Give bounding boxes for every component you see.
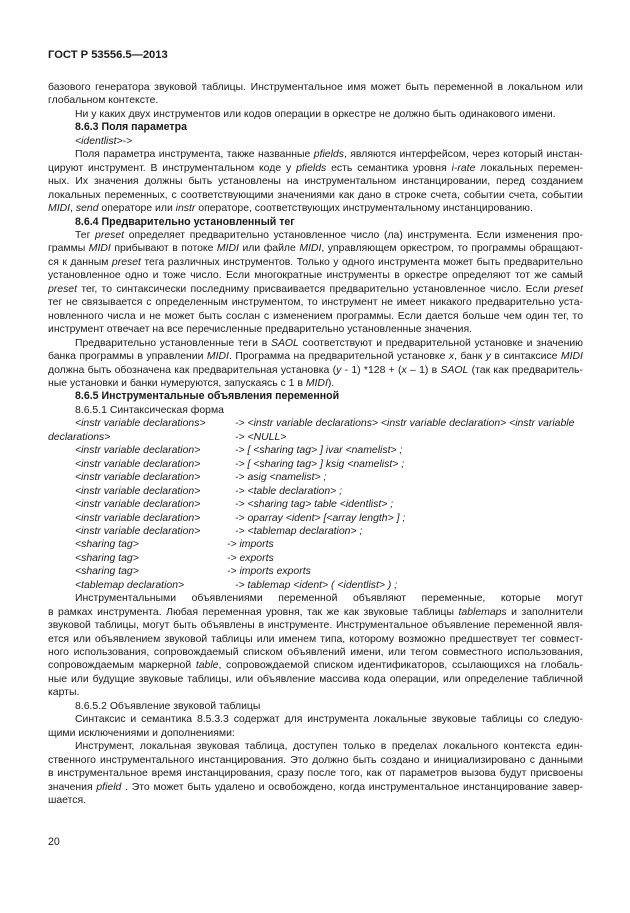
grammar-lhs: <instr variable declaration> [75, 499, 201, 511]
italic-term: preset [553, 283, 583, 295]
text-run: ). [327, 377, 335, 389]
text-run: ных. Их значения должны быть установлены на инструментальном инстанцировании, перед созданием [48, 176, 583, 188]
text-line [48, 727, 583, 740]
grammar-rhs: -> tablemap <ident> ( <identlist> ) ; [235, 579, 398, 591]
italic-term: SAOL [270, 337, 299, 349]
text-run: карты. [48, 687, 80, 699]
section-heading [48, 216, 583, 229]
text-run: 8.6.5.1 Синтаксическая форма [75, 404, 224, 416]
italic-term: tablemaps [458, 606, 507, 618]
grammar-rhs: -> imports [227, 539, 274, 551]
grammar-rule [48, 444, 583, 457]
grammar-rule [48, 579, 583, 592]
grammar-rhs: -> exports [227, 552, 274, 564]
italic-term: SAOL [440, 364, 469, 376]
text-line [48, 310, 583, 323]
text-line [48, 767, 583, 780]
text-run: Поля параметра инструмента, также названные [75, 149, 314, 161]
italic-term: MIDI [88, 243, 111, 255]
text-line [48, 700, 583, 713]
italic-term: MIDI [216, 243, 239, 255]
text-run: - 1) *128 + ( [341, 364, 402, 376]
text-run: тега различных инструментов. Только у одного инструмента может быть предварительно [140, 256, 583, 268]
grammar-rule [48, 431, 583, 444]
text-run: Синтаксис и семантика 8.5.3.3 содержат для инструмента локальные звуковые таблицы со следую- [75, 714, 583, 726]
text-line [48, 337, 583, 350]
italic-term: x [401, 364, 407, 376]
text-run: в рамках инструмента. Любая переменная уровня, так же как звуковые таблицы [48, 606, 459, 618]
text-run: прибывают в потоке [110, 243, 217, 255]
italic-term: x [448, 351, 455, 363]
text-run: ся к данным [48, 256, 112, 268]
grammar-rhs: -> <NULL> [235, 431, 287, 443]
text-run: тег не связывается с определенным инструментом, то инструмент не имеет никакого предварительно уста- [48, 297, 583, 309]
text-run: звуковой таблицы, могут быть объявлены в инструменте. Инструментальное объявление переменной явля- [48, 620, 583, 632]
text-line [48, 94, 583, 107]
grammar-rule [48, 498, 583, 511]
grammar-rule [48, 471, 583, 484]
text-line [48, 242, 583, 255]
text-run: есть семантика уровня [326, 162, 452, 174]
text-run: ется или объявлением звуковой таблицы или именем типа, которому возможно предшествует тег совмест- [48, 633, 583, 645]
italic-term: y [485, 351, 491, 363]
text-line [48, 175, 583, 188]
text-run: щими исключениями и дополнениями: [48, 727, 235, 739]
grammar-rule [48, 512, 583, 525]
text-line [48, 713, 583, 726]
text-line [48, 404, 583, 417]
italic-term: i-rate [451, 162, 476, 174]
italic-term: <identlist>-> [75, 135, 133, 147]
text-line [48, 135, 583, 148]
text-line [48, 794, 583, 807]
italic-term: y [336, 364, 342, 376]
text-run: , банк [454, 351, 486, 363]
grammar-lhs: <instr variable declarations> [75, 418, 206, 430]
text-run: (так как предваритель- [468, 364, 583, 376]
italic-term: send [75, 203, 99, 215]
text-run: , управляющем оркестром, то программы обращают- [321, 243, 583, 255]
grammar-rule [48, 525, 583, 538]
text-line [48, 296, 583, 309]
italic-term: preset [95, 229, 125, 241]
document-body [48, 81, 583, 807]
text-line [48, 606, 583, 619]
text-run: соответствуют и предварительной установке и значению [298, 337, 583, 349]
grammar-rule [48, 417, 583, 430]
text-line [48, 283, 583, 296]
text-run: 8.6.4 Предварительно установленный тег [75, 215, 295, 228]
grammar-rhs: -> asig <namelist> ; [235, 472, 327, 484]
grammar-lhs: <sharing tag> [75, 539, 139, 551]
grammar-lhs: declarations> [48, 431, 111, 443]
grammar-lhs: <instr variable declaration> [75, 445, 201, 457]
text-run: установленное одно и тоже число. Если многократные инструменты в оркестре определяют тот же самый [48, 270, 583, 282]
text-run: граммы [48, 243, 89, 255]
grammar-lhs: <instr variable declaration> [75, 472, 201, 484]
text-line [48, 619, 583, 632]
grammar-rhs: -> <sharing tag> table <identlist> ; [235, 499, 394, 511]
italic-term: MIDI [299, 243, 322, 255]
grammar-lhs: <tablemap declaration> [75, 579, 185, 591]
grammar-rule [48, 538, 583, 551]
text-run: 8.6.3 Поля параметра [75, 121, 187, 134]
text-line [48, 269, 583, 282]
text-run: шается. [48, 795, 87, 807]
text-line [48, 633, 583, 646]
text-line [48, 646, 583, 659]
text-line [48, 81, 583, 94]
text-run: . Это может быть удалено и освобождено, когда инструментальное инстанцирование завер- [121, 781, 583, 793]
text-run: тег, то синтаксически последниму присваивается предварительно установленное число. Если [77, 283, 554, 295]
grammar-rule [48, 458, 583, 471]
text-line [48, 108, 583, 121]
text-run: локальных перемен- [475, 162, 583, 174]
text-run: значения [48, 781, 97, 793]
italic-term: preset [48, 283, 78, 295]
grammar-rhs: -> <tablemap declaration> ; [235, 525, 363, 537]
grammar-rhs: -> [ <sharing tag> ] ksig <namelist> ; [235, 458, 405, 470]
text-run: глобальном контексте. [48, 95, 159, 107]
italic-term: pfields [313, 149, 344, 161]
grammar-lhs: <instr variable declaration> [75, 458, 201, 470]
text-run: Инструмент, локальная звуковая таблица, доступен только в пределах локального контекста един- [75, 741, 583, 753]
text-line [48, 189, 583, 202]
grammar-rule [48, 565, 583, 578]
text-run: Тег [75, 229, 96, 241]
text-run: – 1) в [406, 364, 441, 376]
page-number: 20 [48, 836, 60, 848]
section-heading [48, 390, 583, 403]
text-run: новленного числа и не может быть сослан с изменением программы. Если дается больше чем один тег, то [48, 310, 583, 322]
text-line [48, 364, 583, 377]
text-run: Инструментальными объявлениями переменной объявляют переменные, которые могут [75, 593, 583, 605]
text-run: , сопровождаемой списком идентификаторов, ссылающихся на глобаль- [218, 660, 583, 672]
grammar-rhs: -> <instr variable declarations> <instr variable declaration> <instr variable [235, 418, 575, 430]
italic-term: table [195, 660, 219, 672]
grammar-lhs: <instr variable declaration> [75, 512, 201, 524]
text-run: банка программы в управлении [48, 351, 207, 363]
grammar-rhs: -> <table declaration> ; [235, 485, 343, 497]
text-run: операторе, соответствующих инструментальному инстанцированию. [195, 203, 533, 215]
text-run: и заполнители [506, 606, 583, 618]
document-header: ГОСТ Р 53556.5—2013 [48, 49, 168, 61]
text-run: . Программа на предварительной установке [228, 351, 449, 363]
text-line [48, 202, 583, 215]
text-line [48, 659, 583, 672]
italic-term: pfields [296, 162, 327, 174]
text-run: 8.6.5.2 Объявление звуковой таблицы [75, 700, 261, 712]
text-line [48, 781, 583, 794]
text-run: инструмент отвечает на все перечисленные предварительно установленные значения. [48, 324, 472, 336]
text-line [48, 350, 583, 363]
grammar-rhs: -> imports exports [227, 566, 311, 578]
italic-term: instr [175, 203, 196, 215]
text-run: сопровождаемым маркерной [48, 660, 196, 672]
italic-term: pfield [96, 781, 122, 793]
text-run: или файле [238, 243, 300, 255]
text-run: , [70, 203, 76, 215]
grammar-rhs: -> oparray <ident> [<array length> ] ; [235, 512, 406, 524]
text-line [48, 673, 583, 686]
text-run: ные или будущие звуковые таблицы, или объявление массива кода операции, или определение табличной [48, 673, 583, 685]
text-line [48, 162, 583, 175]
text-run: определяет предварительно установленное число (ла) инструмента. Если изменения про- [124, 229, 583, 241]
text-run: ные установки и банки нумеруются, запускаясь с 1 в [48, 377, 306, 389]
grammar-rule [48, 485, 583, 498]
text-line [48, 148, 583, 161]
text-run: операторе или [98, 203, 176, 215]
grammar-lhs: <instr variable declaration> [75, 485, 201, 497]
text-line [48, 686, 583, 699]
text-run: 8.6.5 Инструментальные объявления переменной [75, 390, 340, 403]
italic-term: MIDI [560, 351, 583, 363]
text-line [48, 592, 583, 605]
text-run: цируют инструмент. В инструментальном коде у [48, 162, 297, 174]
grammar-lhs: <instr variable declaration> [75, 525, 201, 537]
text-run: локальных переменных, с соответствующими значениями как дано в строке счета, событии счета, событии [48, 189, 583, 201]
text-line [48, 256, 583, 269]
text-run: базового генератора звуковой таблицы. Инструментальное имя может быть переменной в локальном или [48, 82, 583, 93]
text-line [48, 740, 583, 753]
text-run: в инструментальное время инстанцирования, сразу после того, как от параметров вызова будут присвоены [48, 768, 583, 780]
text-line [48, 754, 583, 767]
section-heading [48, 121, 583, 134]
text-line [48, 229, 583, 242]
grammar-rule [48, 552, 583, 565]
grammar-lhs: <sharing tag> [75, 566, 139, 578]
italic-term: MIDI [48, 203, 71, 215]
text-line [48, 323, 583, 336]
text-run: , являются интерфейсом, через который инстан- [343, 149, 583, 161]
italic-term: MIDI [206, 351, 229, 363]
text-run: должна быть обозначена как предварительная установка ( [48, 364, 337, 376]
text-run: в синтаксисе [490, 351, 561, 363]
text-run: Предварительно установленные теги в [75, 337, 271, 349]
grammar-lhs: <sharing tag> [75, 552, 139, 564]
grammar-rhs: -> [ <sharing tag> ] ivar <namelist> ; [235, 445, 403, 457]
italic-term: preset [111, 256, 141, 268]
text-run: Ни у каких двух инструментов или кодов операции в оркестре не должно быть одинакового имени. [75, 108, 556, 120]
text-run: ного использования, сопровождаемый списком объявлений имени, или тегом совместного использования, [48, 647, 583, 659]
text-run: ственного инструментального инстанцирования. Это должно быть создано и инициализировано с данными [48, 754, 583, 766]
text-line [48, 377, 583, 390]
italic-term: MIDI [305, 377, 328, 389]
